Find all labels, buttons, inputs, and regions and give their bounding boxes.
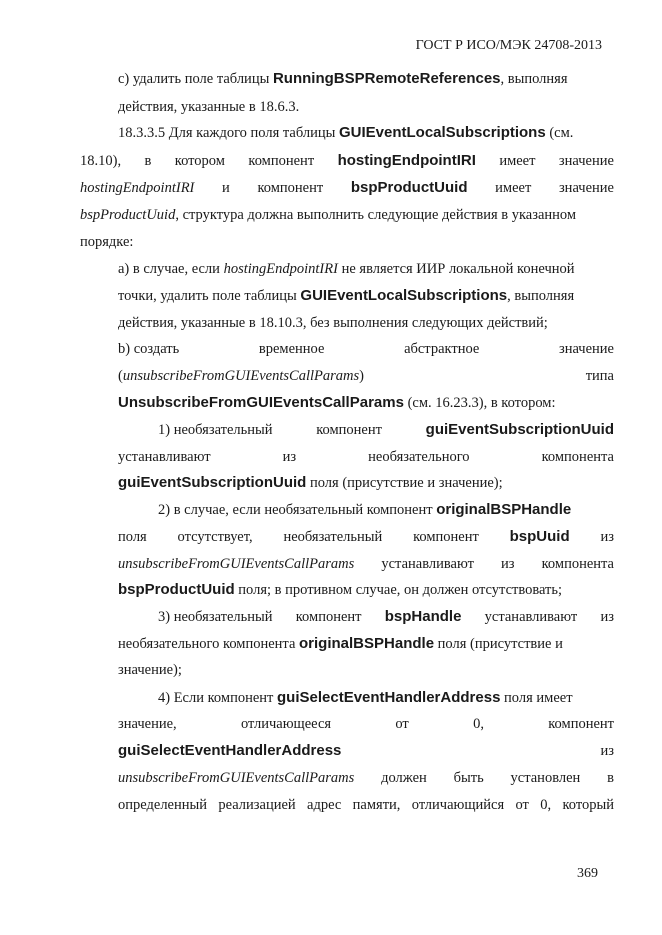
item-b-line2: (unsubscribeFromGUIEventsCallParams) типа bbox=[118, 368, 614, 384]
item-b-line3: UnsubscribeFromGUIEventsCallParams (см. 16.23.3), в котором: bbox=[118, 394, 556, 411]
item-c: с) удалить поле таблицы RunningBSPRemoteReferences, выполняя bbox=[118, 70, 568, 87]
subitem-2-line3: unsubscribeFromGUIEventsCallParams устанавливают из компонента bbox=[118, 556, 614, 572]
subitem-4: 4) Если компонент guiSelectEventHandlerAddress поля имеет bbox=[158, 689, 573, 706]
subitem-4-line4: unsubscribeFromGUIEventsCallParams должен быть установлен в bbox=[118, 770, 614, 786]
subitem-2: 2) в случае, если необязательный компонент originalBSPHandle bbox=[158, 501, 572, 518]
subitem-3-line2: необязательного компонента originalBSPHandle поля (присутствие и bbox=[118, 635, 563, 652]
item-b: b) создать временное абстрактное значение bbox=[118, 341, 614, 357]
item-c-line2: действия, указанные в 18.6.3. bbox=[118, 99, 300, 115]
item-a-line2: точки, удалить поле таблицы GUIEventLocalSubscriptions, выполняя bbox=[118, 287, 575, 304]
page-number: 369 bbox=[577, 866, 598, 881]
paragraph-line4: bspProductUuid, структура должна выполнить следующие действия в указанном bbox=[80, 207, 577, 223]
subitem-4-line2: значение, отличающееся от 0, компонент bbox=[118, 716, 614, 732]
subitem-1-line2: устанавливают из необязательного компонента bbox=[118, 449, 614, 465]
document-header: ГОСТ Р ИСО/МЭК 24708-2013 bbox=[415, 38, 602, 53]
item-a: а) в случае, если hostingEndpointIRI не является ИИР локальной конечной bbox=[118, 261, 575, 277]
paragraph-line5: порядке: bbox=[80, 234, 134, 250]
subitem-4-line3: guiSelectEventHandlerAddress из bbox=[118, 742, 614, 759]
paragraph-line2: 18.10), в котором компонент hostingEndpointIRI имеет значение bbox=[80, 152, 614, 169]
subitem-3: 3) необязательный компонент bspHandle устанавливают из bbox=[158, 608, 614, 625]
subitem-4-line5: определенный реализацией адрес памяти, отличающийся от 0, который bbox=[118, 797, 614, 813]
paragraph-line3: hostingEndpointIRI и компонент bspProductUuid имеет значение bbox=[80, 179, 614, 196]
subitem-2-line2: поля отсутствует, необязательный компонент bspUuid из bbox=[118, 528, 614, 545]
item-a-line3: действия, указанные в 18.10.3, без выполнения следующих действий; bbox=[118, 315, 548, 331]
subitem-1: 1) необязательный компонент guiEventSubscriptionUuid bbox=[158, 421, 614, 438]
subitem-2-line4: bspProductUuid поля; в противном случае, он должен отсутствовать; bbox=[118, 581, 563, 598]
subitem-3-line3: значение); bbox=[118, 662, 182, 678]
paragraph-18-3-3-5: 18.3.3.5 Для каждого поля таблицы GUIEventLocalSubscriptions (см. bbox=[118, 124, 574, 141]
subitem-1-line3: guiEventSubscriptionUuid поля (присутствие и значение); bbox=[118, 474, 503, 491]
